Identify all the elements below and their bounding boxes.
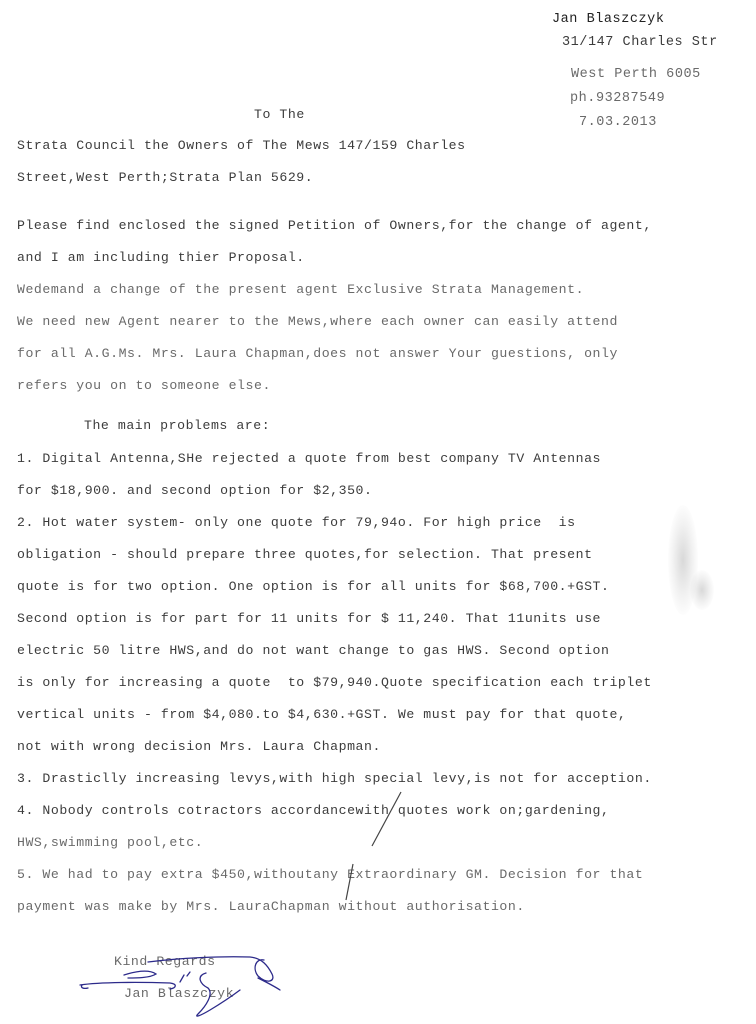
- kind-regards: Kind Regards: [114, 954, 216, 969]
- body-line: and I am including thier Proposal.: [17, 250, 305, 265]
- problem-line: 3. Drasticlly increasing levys,with high special levy,is not for acception.: [17, 771, 652, 786]
- body-line: We need new Agent nearer to the Mews,where each owner can easily attend: [17, 314, 618, 329]
- problem-line: not with wrong decision Mrs. Laura Chapman.: [17, 739, 381, 754]
- recipient-salutation: To The: [254, 107, 305, 122]
- problem-line: electric 50 litre HWS,and do not want change to gas HWS. Second option: [17, 643, 610, 658]
- sender-phone: ph.93287549: [570, 91, 666, 106]
- problem-line: quote is for two option. One option is for all units for $68,700.+GST.: [17, 579, 610, 594]
- problem-line: 4. Nobody controls cotractors accordancewith quotes work on;gardening,: [17, 803, 610, 818]
- recipient-line-1: Strata Council the Owners of The Mews 147/159 Charles: [17, 138, 466, 153]
- problem-line: is only for increasing a quote to $79,940.Quote specification each triplet: [17, 675, 652, 690]
- problem-line: for $18,900. and second option for $2,350.: [17, 483, 373, 498]
- body-line: Wedemand a change of the present agent Exclusive Strata Management.: [17, 282, 585, 297]
- problem-line: vertical units - from $4,080.to $4,630.+GST. We must pay for that quote,: [17, 707, 627, 722]
- scan-smudge: [690, 570, 714, 610]
- typed-signature-name: Jan Blaszczyk: [124, 986, 235, 1001]
- sender-suburb: West Perth 6005: [571, 67, 701, 82]
- problem-line: obligation - should prepare three quotes,for selection. That present: [17, 547, 593, 562]
- problem-line: payment was make by Mrs. LauraChapman without authorisation.: [17, 899, 525, 914]
- body-line: for all A.G.Ms. Mrs. Laura Chapman,does not answer Your guestions, only: [17, 346, 618, 361]
- problems-heading: The main problems are:: [84, 418, 271, 433]
- sender-street: 31/147 Charles Str: [562, 35, 718, 50]
- body-line: refers you on to someone else.: [17, 378, 271, 393]
- letter-date: 7.03.2013: [579, 115, 657, 130]
- problem-line: 1. Digital Antenna,SHe rejected a quote from best company TV Antennas: [17, 451, 602, 466]
- recipient-line-2: Street,West Perth;Strata Plan 5629.: [17, 170, 314, 185]
- body-line: Please find enclosed the signed Petition of Owners,for the change of agent,: [17, 218, 652, 233]
- sender-name: Jan Blaszczyk: [552, 12, 665, 27]
- problem-line: Second option is for part for 11 units for $ 11,240. That 11units use: [17, 611, 602, 626]
- problem-line: HWS,swimming pool,etc.: [17, 835, 204, 850]
- problem-line: 2. Hot water system- only one quote for 79,94o. For high price is: [17, 515, 576, 530]
- problem-line: 5. We had to pay extra $450,withoutany Extraordinary GM. Decision for that: [17, 867, 644, 882]
